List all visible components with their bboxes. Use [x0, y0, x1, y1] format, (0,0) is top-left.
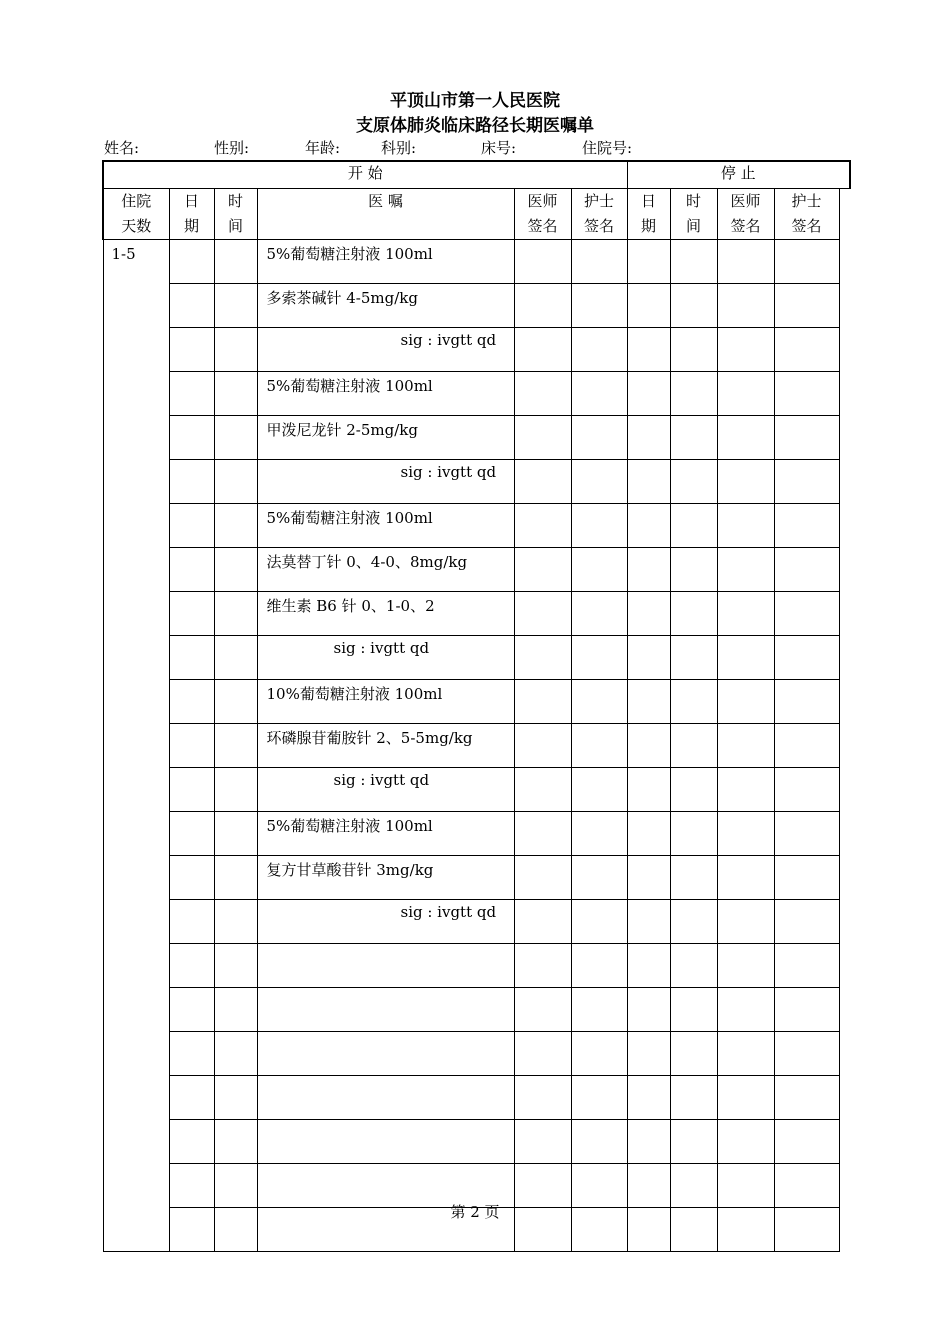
bed-number-label: 床号:	[481, 139, 517, 157]
stop-nurse-signature-cell	[774, 1120, 839, 1164]
order-cell	[257, 988, 514, 1032]
right-gap-cell	[839, 768, 850, 812]
stop-section-header: 停 止	[627, 161, 850, 189]
order-cell: 环磷腺苷葡胺针 2、5-5mg/kg	[257, 724, 514, 768]
stop-date-cell	[627, 592, 670, 636]
header-right-gap	[839, 189, 850, 240]
right-gap-cell	[839, 636, 850, 680]
stop-date-cell	[627, 548, 670, 592]
stop-doctor-signature-cell	[717, 812, 774, 856]
stop-date-cell	[627, 812, 670, 856]
stop-time-cell	[670, 724, 717, 768]
form-title: 支原体肺炎临床路径长期医嘱单	[356, 116, 594, 136]
order-row	[103, 1076, 850, 1120]
right-gap-cell	[839, 548, 850, 592]
start-date-cell	[169, 636, 214, 680]
nurse-signature-cell	[571, 1032, 627, 1076]
name-label: 姓名:	[104, 139, 140, 157]
nurse-signature-cell	[571, 1076, 627, 1120]
order-row	[103, 372, 850, 416]
stop-time-cell	[670, 592, 717, 636]
order-row	[103, 240, 850, 284]
nurse-signature-cell	[571, 724, 627, 768]
stop-doctor-signature-cell	[717, 1076, 774, 1120]
doctor-signature-cell	[514, 768, 571, 812]
right-gap-cell	[839, 240, 850, 284]
order-row	[103, 416, 850, 460]
doctor-signature-cell	[514, 944, 571, 988]
stop-doctor-signature-cell	[717, 240, 774, 284]
right-gap-cell	[839, 1076, 850, 1120]
doctor-signature-cell	[514, 240, 571, 284]
department-label: 科别:	[381, 139, 417, 157]
right-gap-cell	[839, 504, 850, 548]
stop-nurse-signature-cell	[774, 240, 839, 284]
stop-date-cell	[627, 328, 670, 372]
long-term-order-table	[102, 160, 851, 1252]
order-cell	[257, 944, 514, 988]
order-row	[103, 724, 850, 768]
order-row	[103, 768, 850, 812]
stop-time-cell	[670, 812, 717, 856]
stop-doctor-signature-cell	[717, 724, 774, 768]
start-time-cell	[214, 944, 257, 988]
right-gap-cell	[839, 1120, 850, 1164]
right-gap-cell	[839, 416, 850, 460]
stop-doctor-signature-cell	[717, 592, 774, 636]
right-gap-cell	[839, 460, 850, 504]
order-cell: 法莫替丁针 0、4-0、8mg/kg	[257, 548, 514, 592]
nurse-signature-cell	[571, 416, 627, 460]
stop-nurse-signature-cell	[774, 724, 839, 768]
start-date-cell	[169, 1032, 214, 1076]
stop-date-cell	[627, 372, 670, 416]
order-cell: sig : ivgtt qd	[257, 900, 514, 944]
stop-nurse-signature-cell	[774, 1032, 839, 1076]
stop-date-cell	[627, 1032, 670, 1076]
stop-date-cell	[627, 1076, 670, 1120]
start-time-cell	[214, 416, 257, 460]
stop-doctor-signature-cell	[717, 680, 774, 724]
order-row	[103, 460, 850, 504]
right-gap-cell	[839, 724, 850, 768]
start-time-cell	[214, 548, 257, 592]
start-date-cell	[169, 1120, 214, 1164]
stop-time-cell	[670, 768, 717, 812]
start-time-cell	[214, 284, 257, 328]
right-gap-cell	[839, 856, 850, 900]
doctor-signature-cell	[514, 680, 571, 724]
start-time-cell	[214, 504, 257, 548]
stop-time-cell	[670, 1120, 717, 1164]
start-time-cell	[214, 372, 257, 416]
right-gap-cell	[839, 944, 850, 988]
doctor-signature-cell	[514, 812, 571, 856]
start-time-cell	[214, 1076, 257, 1120]
stop-date-cell	[627, 284, 670, 328]
header-order: 医 嘱	[257, 189, 514, 240]
nurse-signature-cell	[571, 944, 627, 988]
order-row	[103, 988, 850, 1032]
stop-nurse-signature-cell	[774, 504, 839, 548]
stop-date-cell	[627, 988, 670, 1032]
order-cell: 5%葡萄糖注射液 100ml	[257, 504, 514, 548]
stop-time-cell	[670, 856, 717, 900]
order-row	[103, 504, 850, 548]
start-time-cell	[214, 724, 257, 768]
stop-nurse-signature-cell	[774, 284, 839, 328]
doctor-signature-cell	[514, 284, 571, 328]
doctor-signature-cell	[514, 1076, 571, 1120]
order-cell: 5%葡萄糖注射液 100ml	[257, 240, 514, 284]
stop-nurse-signature-cell	[774, 372, 839, 416]
doctor-signature-cell	[514, 592, 571, 636]
stop-time-cell	[670, 1076, 717, 1120]
doctor-signature-cell	[514, 636, 571, 680]
header-stop-doctor-signature: 医师 签名	[717, 189, 774, 240]
doctor-signature-cell	[514, 988, 571, 1032]
stop-doctor-signature-cell	[717, 284, 774, 328]
nurse-signature-cell	[571, 328, 627, 372]
nurse-signature-cell	[571, 504, 627, 548]
stop-nurse-signature-cell	[774, 592, 839, 636]
stop-time-cell	[670, 680, 717, 724]
stop-doctor-signature-cell	[717, 504, 774, 548]
start-date-cell	[169, 856, 214, 900]
start-date-cell	[169, 944, 214, 988]
stop-date-cell	[627, 416, 670, 460]
order-cell: sig : ivgtt qd	[257, 636, 514, 680]
start-date-cell	[169, 328, 214, 372]
start-time-cell	[214, 1032, 257, 1076]
admission-number-label: 住院号:	[582, 139, 633, 157]
stop-nurse-signature-cell	[774, 768, 839, 812]
stop-time-cell	[670, 636, 717, 680]
nurse-signature-cell	[571, 680, 627, 724]
right-gap-cell	[839, 372, 850, 416]
start-date-cell	[169, 592, 214, 636]
right-gap-cell	[839, 900, 850, 944]
right-gap-cell	[839, 328, 850, 372]
stop-nurse-signature-cell	[774, 900, 839, 944]
start-time-cell	[214, 768, 257, 812]
stop-doctor-signature-cell	[717, 900, 774, 944]
stop-nurse-signature-cell	[774, 1076, 839, 1120]
order-row	[103, 900, 850, 944]
stop-time-cell	[670, 504, 717, 548]
start-time-cell	[214, 636, 257, 680]
order-cell: sig : ivgtt qd	[257, 328, 514, 372]
stop-date-cell	[627, 636, 670, 680]
right-gap-cell	[839, 812, 850, 856]
doctor-signature-cell	[514, 1120, 571, 1164]
stop-nurse-signature-cell	[774, 812, 839, 856]
order-row	[103, 856, 850, 900]
stop-time-cell	[670, 284, 717, 328]
start-date-cell	[169, 1076, 214, 1120]
nurse-signature-cell	[571, 548, 627, 592]
start-time-cell	[214, 900, 257, 944]
stop-date-cell	[627, 680, 670, 724]
stop-nurse-signature-cell	[774, 944, 839, 988]
order-cell: 复方甘草酸苷针 3mg/kg	[257, 856, 514, 900]
order-cell	[257, 1032, 514, 1076]
start-date-cell	[169, 416, 214, 460]
start-date-cell	[169, 724, 214, 768]
header-stop-nurse-signature: 护士 签名	[774, 189, 839, 240]
start-date-cell	[169, 504, 214, 548]
start-time-cell	[214, 460, 257, 504]
stop-doctor-signature-cell	[717, 548, 774, 592]
start-date-cell	[169, 460, 214, 504]
doctor-signature-cell	[514, 416, 571, 460]
age-label: 年龄:	[305, 139, 341, 157]
header-hospital-days: 住院 天数	[103, 189, 169, 240]
stop-nurse-signature-cell	[774, 680, 839, 724]
order-cell: sig : ivgtt qd	[257, 768, 514, 812]
stop-nurse-signature-cell	[774, 636, 839, 680]
start-time-cell	[214, 328, 257, 372]
order-row	[103, 944, 850, 988]
stop-nurse-signature-cell	[774, 548, 839, 592]
order-row	[103, 812, 850, 856]
order-row	[103, 1032, 850, 1076]
doctor-signature-cell	[514, 1032, 571, 1076]
nurse-signature-cell	[571, 240, 627, 284]
stop-date-cell	[627, 724, 670, 768]
nurse-signature-cell	[571, 988, 627, 1032]
doctor-signature-cell	[514, 856, 571, 900]
order-row	[103, 592, 850, 636]
nurse-signature-cell	[571, 284, 627, 328]
stop-doctor-signature-cell	[717, 944, 774, 988]
stop-doctor-signature-cell	[717, 768, 774, 812]
order-cell	[257, 1120, 514, 1164]
start-date-cell	[169, 900, 214, 944]
stop-doctor-signature-cell	[717, 1120, 774, 1164]
stop-date-cell	[627, 944, 670, 988]
start-date-cell	[169, 240, 214, 284]
header-start-time: 时 间	[214, 189, 257, 240]
stop-doctor-signature-cell	[717, 416, 774, 460]
order-cell: 多索茶碱针 4-5mg/kg	[257, 284, 514, 328]
stop-date-cell	[627, 504, 670, 548]
start-time-cell	[214, 592, 257, 636]
stop-nurse-signature-cell	[774, 416, 839, 460]
section-header-row	[103, 161, 850, 189]
order-row	[103, 680, 850, 724]
stop-time-cell	[670, 548, 717, 592]
start-section-header: 开 始	[103, 161, 627, 189]
order-cell: 5%葡萄糖注射液 100ml	[257, 812, 514, 856]
nurse-signature-cell	[571, 460, 627, 504]
right-gap-cell	[839, 988, 850, 1032]
doctor-signature-cell	[514, 900, 571, 944]
order-row	[103, 636, 850, 680]
nurse-signature-cell	[571, 372, 627, 416]
start-time-cell	[214, 988, 257, 1032]
right-gap-cell	[839, 284, 850, 328]
stop-time-cell	[670, 328, 717, 372]
stop-doctor-signature-cell	[717, 1032, 774, 1076]
header-stop-date: 日 期	[627, 189, 670, 240]
start-time-cell	[214, 680, 257, 724]
order-cell: 维生素 B6 针 0、1-0、2	[257, 592, 514, 636]
header-doctor-signature: 医师 签名	[514, 189, 571, 240]
stop-date-cell	[627, 460, 670, 504]
stop-nurse-signature-cell	[774, 328, 839, 372]
order-cell: 甲泼尼龙针 2-5mg/kg	[257, 416, 514, 460]
order-cell	[257, 1076, 514, 1120]
start-time-cell	[214, 1120, 257, 1164]
start-time-cell	[214, 856, 257, 900]
right-gap-cell	[839, 1032, 850, 1076]
stop-time-cell	[670, 944, 717, 988]
order-row	[103, 548, 850, 592]
stop-time-cell	[670, 416, 717, 460]
stop-time-cell	[670, 372, 717, 416]
stop-time-cell	[670, 988, 717, 1032]
stop-time-cell	[670, 240, 717, 284]
header-nurse-signature: 护士 签名	[571, 189, 627, 240]
start-date-cell	[169, 768, 214, 812]
doctor-signature-cell	[514, 548, 571, 592]
stop-doctor-signature-cell	[717, 636, 774, 680]
header-stop-time: 时 间	[670, 189, 717, 240]
stop-time-cell	[670, 900, 717, 944]
doctor-signature-cell	[514, 460, 571, 504]
start-date-cell	[169, 284, 214, 328]
nurse-signature-cell	[571, 812, 627, 856]
page-number: 第 2 页	[450, 1203, 500, 1221]
stop-doctor-signature-cell	[717, 328, 774, 372]
hospital-days-cell: 1-5	[103, 240, 169, 1252]
stop-time-cell	[670, 460, 717, 504]
stop-date-cell	[627, 900, 670, 944]
stop-nurse-signature-cell	[774, 856, 839, 900]
nurse-signature-cell	[571, 900, 627, 944]
right-gap-cell	[839, 592, 850, 636]
start-date-cell	[169, 680, 214, 724]
order-rows	[103, 240, 850, 1252]
column-header-row	[103, 189, 850, 240]
stop-doctor-signature-cell	[717, 856, 774, 900]
nurse-signature-cell	[571, 592, 627, 636]
header-start-date: 日 期	[169, 189, 214, 240]
stop-doctor-signature-cell	[717, 372, 774, 416]
stop-nurse-signature-cell	[774, 460, 839, 504]
sex-label: 性别:	[214, 139, 250, 157]
stop-date-cell	[627, 240, 670, 284]
stop-date-cell	[627, 768, 670, 812]
order-row	[103, 1120, 850, 1164]
order-cell: sig : ivgtt qd	[257, 460, 514, 504]
order-cell: 10%葡萄糖注射液 100ml	[257, 680, 514, 724]
start-date-cell	[169, 372, 214, 416]
start-time-cell	[214, 812, 257, 856]
start-date-cell	[169, 548, 214, 592]
doctor-signature-cell	[514, 372, 571, 416]
order-row	[103, 328, 850, 372]
right-gap-cell	[839, 680, 850, 724]
stop-time-cell	[670, 1032, 717, 1076]
nurse-signature-cell	[571, 1120, 627, 1164]
stop-date-cell	[627, 1120, 670, 1164]
stop-date-cell	[627, 856, 670, 900]
start-time-cell	[214, 240, 257, 284]
start-date-cell	[169, 988, 214, 1032]
order-cell: 5%葡萄糖注射液 100ml	[257, 372, 514, 416]
doctor-signature-cell	[514, 504, 571, 548]
nurse-signature-cell	[571, 856, 627, 900]
order-row	[103, 284, 850, 328]
stop-doctor-signature-cell	[717, 988, 774, 1032]
nurse-signature-cell	[571, 636, 627, 680]
nurse-signature-cell	[571, 768, 627, 812]
hospital-name: 平顶山市第一人民医院	[390, 91, 560, 111]
doctor-signature-cell	[514, 328, 571, 372]
doctor-signature-cell	[514, 724, 571, 768]
start-date-cell	[169, 812, 214, 856]
stop-nurse-signature-cell	[774, 988, 839, 1032]
stop-doctor-signature-cell	[717, 460, 774, 504]
